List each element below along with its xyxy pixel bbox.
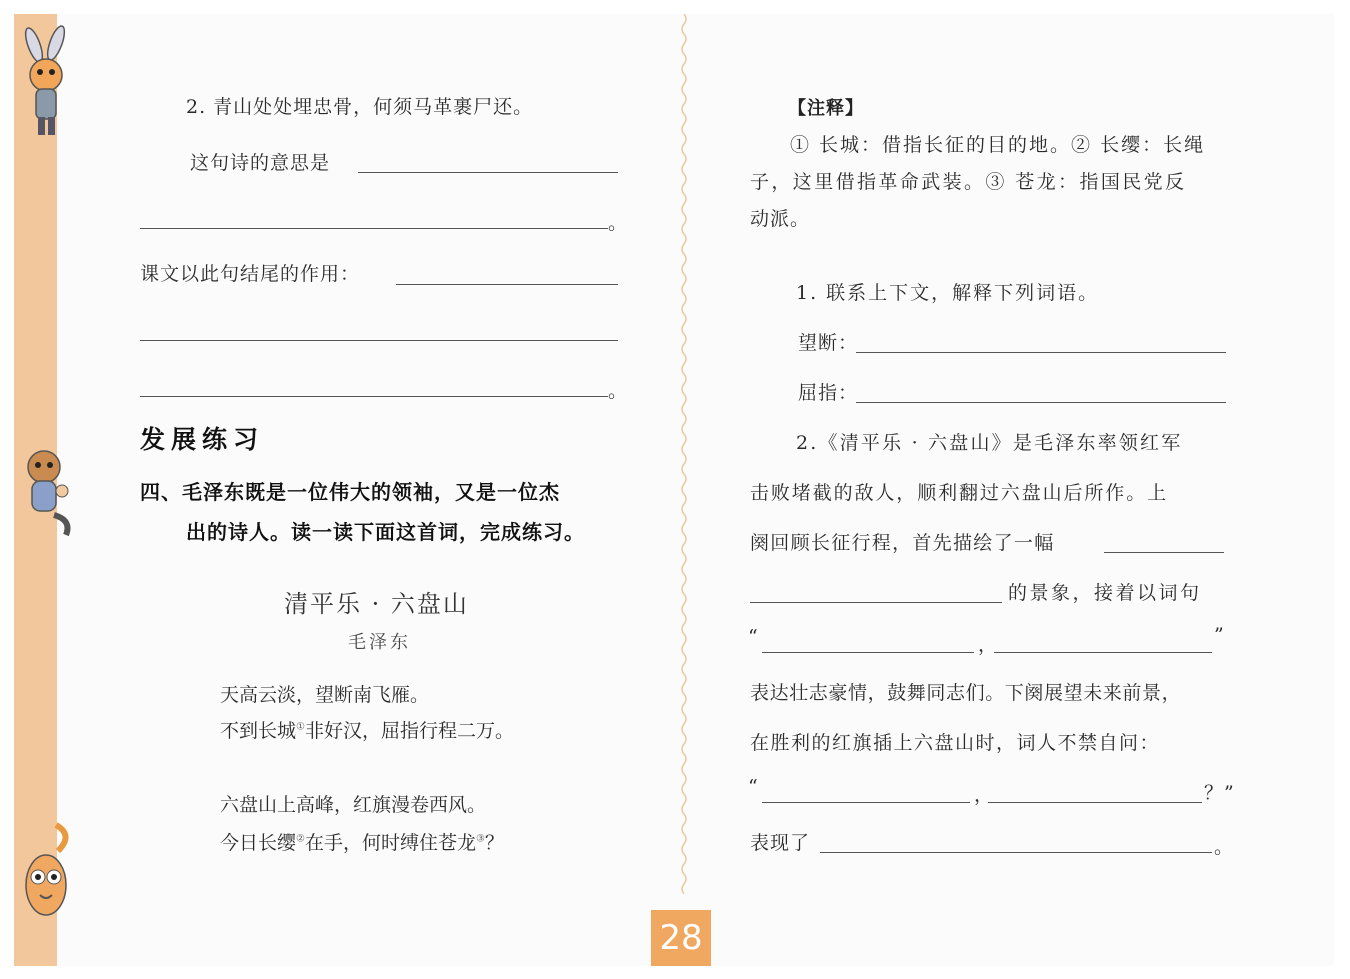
- poem-line-2: [220, 716, 514, 743]
- wangduan-label: 望断：: [798, 332, 859, 354]
- meaning-answer-line-1[interactable]: [358, 172, 618, 173]
- poem-author: 毛泽东: [348, 632, 411, 653]
- page-fold-divider: [680, 14, 688, 894]
- comma-mark: ，: [974, 784, 995, 806]
- section-heading: 发展练习: [140, 425, 265, 454]
- period-mark: 。: [608, 380, 629, 402]
- quote-open: “: [748, 626, 759, 648]
- notes-heading: 【注释】: [788, 98, 864, 119]
- comma-mark: ，: [978, 634, 999, 656]
- poem-title: 清平乐 · 六盘山: [284, 590, 469, 618]
- footnote-marker: ③: [476, 833, 485, 845]
- question-1-text: 1. 联系上下文，解释下列词语。: [796, 282, 1100, 304]
- question-answer-line-1[interactable]: [762, 802, 970, 803]
- poem-text: 非好汉，屈指行程二万。: [304, 720, 514, 742]
- effect-prompt: 课文以此句结尾的作用：: [140, 263, 361, 285]
- question-2-line-6: 表达壮志豪情，鼓舞同志们。下阕展望未来前景，: [750, 682, 1182, 704]
- effect-answer-line-2[interactable]: [140, 340, 618, 341]
- notes-line-1: ① 长城：借指长征的目的地。② 长缨：长绳: [790, 134, 1206, 156]
- effect-answer-line-3[interactable]: [140, 396, 608, 397]
- question-2-line-1: 2.《清平乐 · 六盘山》是毛泽东率领红军: [796, 432, 1183, 454]
- question-2-line-2: 击败堵截的敌人，顺利翻过六盘山后所作。上: [750, 482, 1169, 504]
- poem-line-1: 天高云淡，望断南飞雁。: [220, 684, 430, 706]
- quzhi-answer-line[interactable]: [856, 402, 1226, 403]
- question-2-text: 2. 青山处处埋忠骨，何须马革裹尸还。: [186, 96, 534, 118]
- quote-close: ”: [1214, 624, 1225, 646]
- quzhi-label: 屈指：: [798, 382, 859, 404]
- meaning-answer-line-2[interactable]: [140, 228, 608, 229]
- tiger-mascot-icon: [14, 815, 78, 930]
- question-2-line-3: 阕回顾长征行程，首先描绘了一幅: [750, 532, 1055, 554]
- poem-line-3: 六盘山上高峰，红旗漫卷西风。: [220, 794, 487, 816]
- question-4-line-1: 四、毛泽东既是一位伟大的领袖，又是一位杰: [140, 480, 560, 504]
- raccoon-mascot-icon: [14, 445, 78, 540]
- biaoxian-label: 表现了: [750, 832, 811, 854]
- question-4-line-2: 出的诗人。读一读下面这首词，完成练习。: [186, 520, 585, 544]
- rabbit-mascot-icon: [14, 25, 78, 140]
- notes-line-3: 动派。: [750, 208, 811, 230]
- quote-open: “: [748, 776, 759, 798]
- poem-text: 不到长城: [220, 720, 297, 742]
- page-number: 28: [651, 910, 711, 966]
- poem-text: 今日长缨: [220, 832, 297, 854]
- verse-answer-line-2[interactable]: [994, 652, 1212, 653]
- meaning-prompt: 这句诗的意思是: [190, 152, 331, 174]
- scene-answer-line-1[interactable]: [1104, 552, 1224, 553]
- question-2-line-7: 在胜利的红旗插上六盘山时，词人不禁自问：: [750, 732, 1161, 754]
- poem-text: ？: [484, 832, 504, 854]
- scene-answer-line-2[interactable]: [750, 602, 1002, 603]
- period-mark: 。: [1214, 836, 1235, 858]
- poem-text: 在手，何时缚住苍龙: [304, 832, 476, 854]
- question-2-line-4: 的景象，接着以词句: [1008, 582, 1202, 604]
- footnote-marker: ①: [296, 721, 305, 733]
- period-mark: 。: [608, 212, 629, 234]
- footnote-marker: ②: [296, 833, 305, 845]
- poem-line-4: [220, 828, 504, 855]
- biaoxian-answer-line[interactable]: [820, 852, 1212, 853]
- question-answer-line-2[interactable]: [988, 802, 1202, 803]
- verse-answer-line-1[interactable]: [762, 652, 974, 653]
- quote-close: ？”: [1204, 782, 1235, 804]
- notes-line-2: 子，这里借指革命武装。③ 苍龙：指国民党反: [750, 171, 1187, 193]
- effect-answer-line-1[interactable]: [396, 284, 618, 285]
- wangduan-answer-line[interactable]: [856, 352, 1226, 353]
